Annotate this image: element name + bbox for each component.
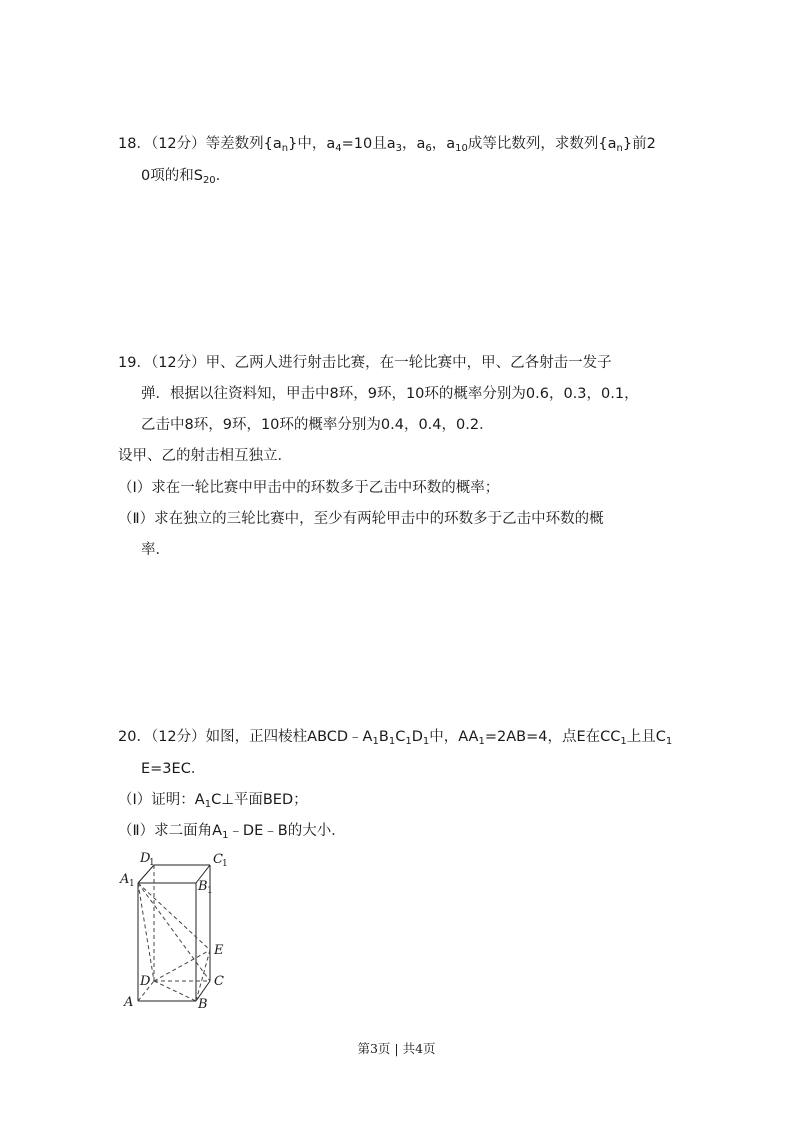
q19-line2: 弹．根据以往资料知，甲击中8环，9环，10环的概率分别为0.6，0.3，0.1， <box>141 386 639 402</box>
prism-figure <box>112 845 242 1015</box>
q19-part2: （Ⅱ）求在独立的三轮比赛中，至少有两轮甲击中的环数多于乙击中环数的概 <box>118 511 604 527</box>
edge-DB <box>154 981 196 1001</box>
edge-BE <box>196 950 210 1001</box>
label-D: D <box>140 974 151 989</box>
label-D1-sub: 1 <box>149 858 155 868</box>
label-B: B <box>198 997 208 1012</box>
label-A: A <box>124 995 134 1010</box>
page-footer: 第3页 | 共4页 <box>357 1041 436 1056</box>
edge-A1D <box>138 883 154 981</box>
label-A1-sub: 1 <box>129 879 135 889</box>
label-C1-sub: 1 <box>222 859 228 869</box>
q19-part2-cont: 率． <box>141 542 170 558</box>
q19-line4: 设甲、乙的射击相互独立． <box>118 448 292 464</box>
q18-line1: 18．（12分）等差数列$\{a_n\}$中，$a_4=10$且$a_3$，$a_6$，$a_{10}$成等比数列，求数列$\{a_n\}$前2 <box>118 136 656 154</box>
q19-line1: 19．（12分）甲、乙两人进行射击比赛，在一轮比赛中，甲、乙各射击一发子 <box>118 355 612 371</box>
edge-DE <box>154 950 210 981</box>
q18-line2: 0项的和$S_{20}$. <box>141 168 221 186</box>
label-C1: C <box>213 852 223 867</box>
q20-line1: 20．（12分）如图，正四棱柱$ABCD﹣A_1B_1C_1D_1$中，$AA_1=2AB=4$，点E在$CC_1$上且$C_1$ <box>118 729 673 747</box>
q19-part1: （Ⅰ）求在一轮比赛中甲击中的环数多于乙击中环数的概率； <box>118 480 500 496</box>
label-A1: A <box>120 872 130 887</box>
edge-A1C <box>138 883 210 981</box>
label-B1: B <box>198 879 208 894</box>
label-E: E <box>214 943 224 958</box>
label-D1: D <box>140 851 151 866</box>
label-B1-sub: 1 <box>207 886 213 896</box>
label-C: C <box>214 974 224 989</box>
q19-line3: 乙击中8环，9环，10环的概率分别为0.4，0.4，0.2． <box>141 417 494 433</box>
q20-part1: （Ⅰ）证明：$A_1C\perp$平面BED； <box>118 792 308 810</box>
q20-line2: E=3EC． <box>141 761 206 777</box>
q20-part2: （Ⅱ）求二面角$A_1﹣DE﹣B$的大小． <box>118 823 346 841</box>
